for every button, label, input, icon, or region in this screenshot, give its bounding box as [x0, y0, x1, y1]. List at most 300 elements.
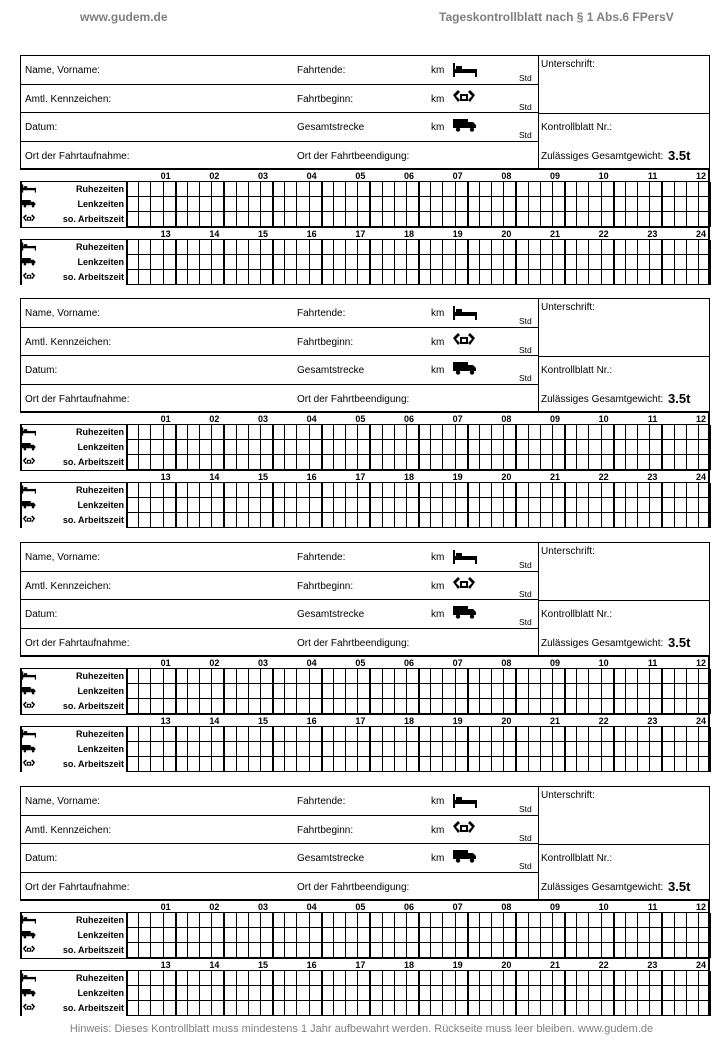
cell-divider	[260, 425, 261, 470]
hour-number: 11	[647, 171, 658, 181]
hour-number: 18	[404, 472, 415, 482]
cell-divider	[528, 669, 529, 714]
cell-divider	[588, 971, 589, 1016]
kennzeichen-label: Amtl. Kennzeichen:	[25, 824, 112, 836]
std-label: Std	[519, 832, 532, 843]
cell-divider	[455, 669, 456, 714]
time-grid	[20, 412, 710, 528]
hour-number: 10	[598, 658, 609, 668]
cell-divider	[382, 971, 383, 1016]
cell-divider	[284, 669, 285, 714]
cell-divider	[394, 727, 395, 772]
cell-divider	[588, 727, 589, 772]
gesamtstrecke-label: Gesamtstrecke	[297, 122, 365, 133]
hour-number: 16	[306, 229, 317, 239]
cell-divider	[686, 669, 687, 714]
cell-divider	[284, 483, 285, 528]
cell-divider	[479, 425, 480, 470]
grid-border	[708, 227, 710, 285]
row-label-arbeitszeit	[20, 757, 126, 772]
footer-note: Hinweis: Dieses Kontrollblatt muss mindestens 1 Jahr aufbewahrt werden. Rückseite muss leer bleiben. www.gudem.de	[69, 1023, 654, 1035]
hour-number: 22	[598, 472, 609, 482]
cell-divider	[357, 669, 358, 714]
cell-divider	[455, 425, 456, 470]
cell-divider	[515, 669, 517, 714]
cell-divider	[479, 727, 480, 772]
cell-divider	[455, 727, 456, 772]
cell-divider	[552, 971, 553, 1016]
hour-number: 16	[306, 716, 317, 726]
cell-divider	[625, 913, 626, 958]
cell-divider	[321, 483, 323, 528]
kontrollblatt-label: Kontrollblatt Nr.:	[541, 365, 613, 376]
control-sheet	[20, 786, 710, 1016]
cell-divider	[540, 483, 541, 528]
cell-divider	[540, 971, 541, 1016]
truck-icon	[453, 849, 477, 868]
fahrtbeginn-label: Fahrtbeginn:	[297, 580, 354, 592]
cell-divider	[564, 913, 566, 958]
std-label: Std	[519, 344, 532, 355]
cell-divider	[211, 425, 212, 470]
cell-divider	[601, 182, 602, 227]
cell-divider	[430, 182, 431, 227]
cell-divider	[418, 971, 420, 1016]
hour-number: 03	[257, 171, 268, 181]
cell-divider	[503, 971, 504, 1016]
hour-number: 04	[306, 902, 317, 912]
fahrtbeginn-label: Fahrtbeginn:	[297, 93, 354, 105]
grid-border	[20, 913, 22, 958]
cell-divider	[369, 669, 371, 714]
cell-divider	[479, 913, 480, 958]
cell-divider	[601, 669, 602, 714]
row-label-lenkzeiten	[20, 498, 126, 513]
cell-divider	[260, 182, 261, 227]
divider	[538, 113, 709, 114]
cell-divider	[357, 727, 358, 772]
row-kennzeichen	[21, 328, 538, 357]
cell-divider	[613, 425, 615, 470]
hour-number: 15	[257, 960, 268, 970]
row-label-text: Lenkzeiten	[77, 930, 124, 940]
hour-header	[20, 958, 710, 971]
row-kennzeichen	[21, 572, 538, 601]
grid-border	[708, 169, 710, 227]
cell-divider	[163, 425, 164, 470]
datum-label: Datum:	[25, 122, 58, 133]
cell-divider	[150, 240, 151, 285]
cell-divider	[564, 425, 566, 470]
hour-number: 02	[209, 171, 220, 181]
time-cells[interactable]	[126, 913, 710, 958]
cell-divider	[540, 669, 541, 714]
cell-divider	[175, 425, 177, 470]
cell-divider	[126, 240, 128, 285]
cell-divider	[698, 669, 699, 714]
hour-number: 09	[550, 414, 561, 424]
grid-half-pm	[20, 714, 710, 772]
cell-divider	[552, 240, 553, 285]
row-kennzeichen	[21, 816, 538, 845]
cell-divider	[649, 913, 650, 958]
cell-divider	[406, 483, 407, 528]
time-cells[interactable]	[126, 240, 710, 285]
cell-divider	[418, 483, 420, 528]
cell-divider	[138, 971, 139, 1016]
cell-divider	[357, 240, 358, 285]
cell-divider	[528, 913, 529, 958]
cell-divider	[418, 669, 420, 714]
cell-divider	[236, 971, 237, 1016]
cell-divider	[674, 182, 675, 227]
cell-divider	[686, 483, 687, 528]
bed-icon	[22, 729, 36, 740]
work-icon	[22, 701, 36, 713]
hour-number: 15	[257, 472, 268, 482]
cell-divider	[382, 182, 383, 227]
cell-divider	[309, 182, 310, 227]
grid-border	[708, 714, 710, 772]
gesamtstrecke-label: Gesamtstrecke	[297, 609, 365, 620]
cell-divider	[272, 727, 274, 772]
cell-divider	[455, 971, 456, 1016]
hour-number: 07	[452, 658, 463, 668]
cell-divider	[126, 182, 128, 227]
cell-divider	[175, 669, 177, 714]
bed-icon	[453, 550, 477, 569]
hour-number: 07	[452, 171, 463, 181]
hour-number: 23	[647, 472, 658, 482]
cell-divider	[552, 727, 553, 772]
cell-divider	[588, 425, 589, 470]
cell-divider	[503, 483, 504, 528]
time-grid	[20, 656, 710, 772]
cell-divider	[272, 913, 274, 958]
cell-divider	[163, 182, 164, 227]
cell-divider	[479, 182, 480, 227]
hour-number: 18	[404, 960, 415, 970]
hour-number: 02	[209, 414, 220, 424]
fahrtende-label: Fahrtende:	[297, 796, 346, 807]
cell-divider	[236, 240, 237, 285]
row-label-ruhezeiten	[20, 727, 126, 742]
cell-divider	[698, 727, 699, 772]
cell-divider	[394, 483, 395, 528]
cell-divider	[345, 913, 346, 958]
cell-divider	[467, 669, 469, 714]
cell-divider	[552, 182, 553, 227]
cell-divider	[345, 240, 346, 285]
cell-divider	[406, 182, 407, 227]
row-label-text: so. Arbeitszeit	[62, 759, 124, 769]
cell-divider	[564, 669, 566, 714]
cell-divider	[588, 240, 589, 285]
hour-number: 19	[452, 229, 463, 239]
cell-divider	[223, 425, 225, 470]
hour-number: 10	[598, 902, 609, 912]
cell-divider	[333, 971, 334, 1016]
cell-divider	[442, 727, 443, 772]
hour-header	[20, 169, 710, 182]
cell-divider	[661, 727, 663, 772]
cell-divider	[126, 483, 128, 528]
cell-divider	[649, 182, 650, 227]
row-name	[21, 299, 538, 328]
hour-number: 13	[160, 716, 171, 726]
cell-divider	[199, 483, 200, 528]
cell-divider	[369, 240, 371, 285]
hour-number: 01	[160, 902, 171, 912]
time-cells[interactable]	[126, 669, 710, 714]
cell-divider	[163, 971, 164, 1016]
cell-divider	[576, 240, 577, 285]
cell-divider	[588, 913, 589, 958]
name-label: Name, Vorname:	[25, 65, 101, 76]
grid-border	[708, 656, 710, 714]
cell-divider	[126, 425, 128, 470]
hour-number: 11	[647, 414, 658, 424]
cell-divider	[515, 240, 517, 285]
cell-divider	[515, 182, 517, 227]
cell-divider	[552, 669, 553, 714]
cell-divider	[260, 913, 261, 958]
cell-divider	[296, 971, 297, 1016]
row-label-lenkzeiten	[20, 440, 126, 455]
cell-divider	[175, 240, 177, 285]
cell-divider	[674, 913, 675, 958]
cell-divider	[686, 240, 687, 285]
cell-divider	[369, 425, 371, 470]
row-label-text: Ruhezeiten	[75, 671, 124, 681]
hour-number: 10	[598, 171, 609, 181]
time-cells[interactable]	[126, 425, 710, 470]
truck-icon	[22, 442, 36, 453]
kontrollblatt-label: Kontrollblatt Nr.:	[541, 609, 613, 620]
hour-number: 08	[501, 171, 512, 181]
row-label-text: Ruhezeiten	[75, 427, 124, 437]
bed-icon	[22, 671, 36, 682]
cell-divider	[357, 425, 358, 470]
row-label-ruhezeiten	[20, 240, 126, 255]
km-label: km	[431, 122, 445, 133]
cell-divider	[698, 483, 699, 528]
cell-divider	[540, 240, 541, 285]
cell-divider	[382, 913, 383, 958]
cell-divider	[248, 669, 249, 714]
hour-number: 14	[209, 960, 220, 970]
row-label-lenkzeiten	[20, 197, 126, 212]
cell-divider	[686, 727, 687, 772]
cell-divider	[698, 240, 699, 285]
time-cells[interactable]	[126, 182, 710, 227]
cell-divider	[430, 669, 431, 714]
cell-divider	[248, 182, 249, 227]
cell-divider	[382, 425, 383, 470]
cell-divider	[442, 483, 443, 528]
kennzeichen-label: Amtl. Kennzeichen:	[25, 93, 112, 105]
cell-divider	[260, 727, 261, 772]
cell-divider	[126, 971, 128, 1016]
cell-divider	[394, 669, 395, 714]
cell-divider	[637, 727, 638, 772]
cell-divider	[187, 483, 188, 528]
cell-divider	[345, 669, 346, 714]
hour-number: 22	[598, 960, 609, 970]
km-label: km	[431, 853, 445, 864]
grid-half-am	[20, 656, 710, 714]
cell-divider	[126, 913, 128, 958]
cell-divider	[187, 669, 188, 714]
cell-divider	[455, 483, 456, 528]
cell-divider	[321, 240, 323, 285]
cell-divider	[503, 913, 504, 958]
cell-divider	[211, 669, 212, 714]
cell-divider	[357, 182, 358, 227]
row-label-text: Lenkzeiten	[77, 686, 124, 696]
hour-number: 05	[355, 171, 366, 181]
row-label-arbeitszeit	[20, 270, 126, 285]
cell-divider	[150, 425, 151, 470]
cell-divider	[540, 425, 541, 470]
gewicht-value: 3.5t	[668, 390, 691, 406]
cell-divider	[515, 727, 517, 772]
cell-divider	[345, 182, 346, 227]
datum-label: Datum:	[25, 365, 58, 376]
control-sheet	[20, 542, 710, 772]
ort-beendigung-label: Ort der Fahrtbeendigung:	[297, 150, 410, 162]
cell-divider	[576, 669, 577, 714]
cell-divider	[661, 425, 663, 470]
km-label: km	[431, 609, 445, 620]
row-label-text: so. Arbeitszeit	[62, 1003, 124, 1013]
bed-icon	[453, 794, 477, 813]
hour-number: 17	[355, 716, 366, 726]
cell-divider	[698, 425, 699, 470]
hour-number: 11	[647, 902, 658, 912]
row-label-ruhezeiten	[20, 669, 126, 684]
cell-divider	[345, 425, 346, 470]
cell-divider	[321, 913, 323, 958]
bed-icon	[22, 184, 36, 195]
km-label: km	[431, 365, 445, 376]
cell-divider	[467, 483, 469, 528]
cell-divider	[576, 727, 577, 772]
work-icon	[22, 272, 36, 284]
unterschrift-label: Unterschrift:	[541, 302, 595, 313]
hour-number: 05	[355, 414, 366, 424]
grid-border	[708, 470, 710, 528]
hour-number: 03	[257, 902, 268, 912]
grid-border	[708, 958, 710, 1016]
cell-divider	[613, 971, 615, 1016]
hour-number: 19	[452, 716, 463, 726]
cell-divider	[540, 913, 541, 958]
cell-divider	[382, 483, 383, 528]
cell-divider	[576, 971, 577, 1016]
cell-divider	[467, 240, 469, 285]
time-cells[interactable]	[126, 483, 710, 528]
cell-divider	[150, 182, 151, 227]
std-label: Std	[519, 588, 532, 599]
time-cells[interactable]	[126, 971, 710, 1016]
cell-divider	[515, 971, 517, 1016]
cell-divider	[260, 971, 261, 1016]
grid-border	[20, 483, 22, 528]
cell-divider	[284, 913, 285, 958]
cell-divider	[394, 182, 395, 227]
hour-number: 22	[598, 716, 609, 726]
cell-divider	[284, 971, 285, 1016]
cell-divider	[625, 971, 626, 1016]
cell-divider	[357, 971, 358, 1016]
cell-divider	[272, 425, 274, 470]
row-label-text: so. Arbeitszeit	[62, 272, 124, 282]
std-label: Std	[519, 617, 532, 627]
row-label-arbeitszeit	[20, 513, 126, 528]
km-label: km	[431, 93, 445, 105]
cell-divider	[369, 483, 371, 528]
ort-beendigung-label: Ort der Fahrtbeendigung:	[297, 393, 410, 405]
cell-divider	[479, 971, 480, 1016]
km-label: km	[431, 552, 445, 563]
page-title: Tageskontrollblatt nach § 1 Abs.6 FPersV	[439, 10, 674, 24]
hour-number: 07	[452, 414, 463, 424]
row-name	[21, 56, 538, 85]
row-label-text: so. Arbeitszeit	[62, 701, 124, 711]
fahrtende-label: Fahrtende:	[297, 552, 346, 563]
row-name	[21, 543, 538, 572]
time-cells[interactable]	[126, 727, 710, 772]
cell-divider	[637, 913, 638, 958]
grid-half-am	[20, 169, 710, 227]
truck-icon	[453, 605, 477, 624]
cell-divider	[430, 727, 431, 772]
hour-number: 12	[696, 414, 707, 424]
cell-divider	[138, 240, 139, 285]
row-label-ruhezeiten	[20, 182, 126, 197]
cell-divider	[686, 425, 687, 470]
row-label-lenkzeiten	[20, 986, 126, 1001]
hour-number: 24	[696, 960, 707, 970]
time-grid	[20, 900, 710, 1016]
cell-divider	[491, 425, 492, 470]
hour-number: 15	[257, 229, 268, 239]
cell-divider	[515, 483, 517, 528]
cell-divider	[479, 669, 480, 714]
std-label: Std	[519, 316, 532, 326]
cell-divider	[491, 182, 492, 227]
gesamtstrecke-label: Gesamtstrecke	[297, 853, 365, 864]
cell-divider	[637, 240, 638, 285]
time-grid	[20, 169, 710, 285]
cell-divider	[333, 727, 334, 772]
grid-half-pm	[20, 958, 710, 1016]
cell-divider	[150, 913, 151, 958]
cell-divider	[333, 669, 334, 714]
hour-number: 21	[550, 960, 561, 970]
cell-divider	[686, 971, 687, 1016]
cell-divider	[309, 425, 310, 470]
cell-divider	[698, 971, 699, 1016]
cell-divider	[528, 240, 529, 285]
row-label-arbeitszeit	[20, 699, 126, 714]
row-ort	[21, 385, 709, 414]
row-label-text: Lenkzeiten	[77, 988, 124, 998]
cell-divider	[187, 913, 188, 958]
cell-divider	[637, 971, 638, 1016]
cell-divider	[467, 727, 469, 772]
